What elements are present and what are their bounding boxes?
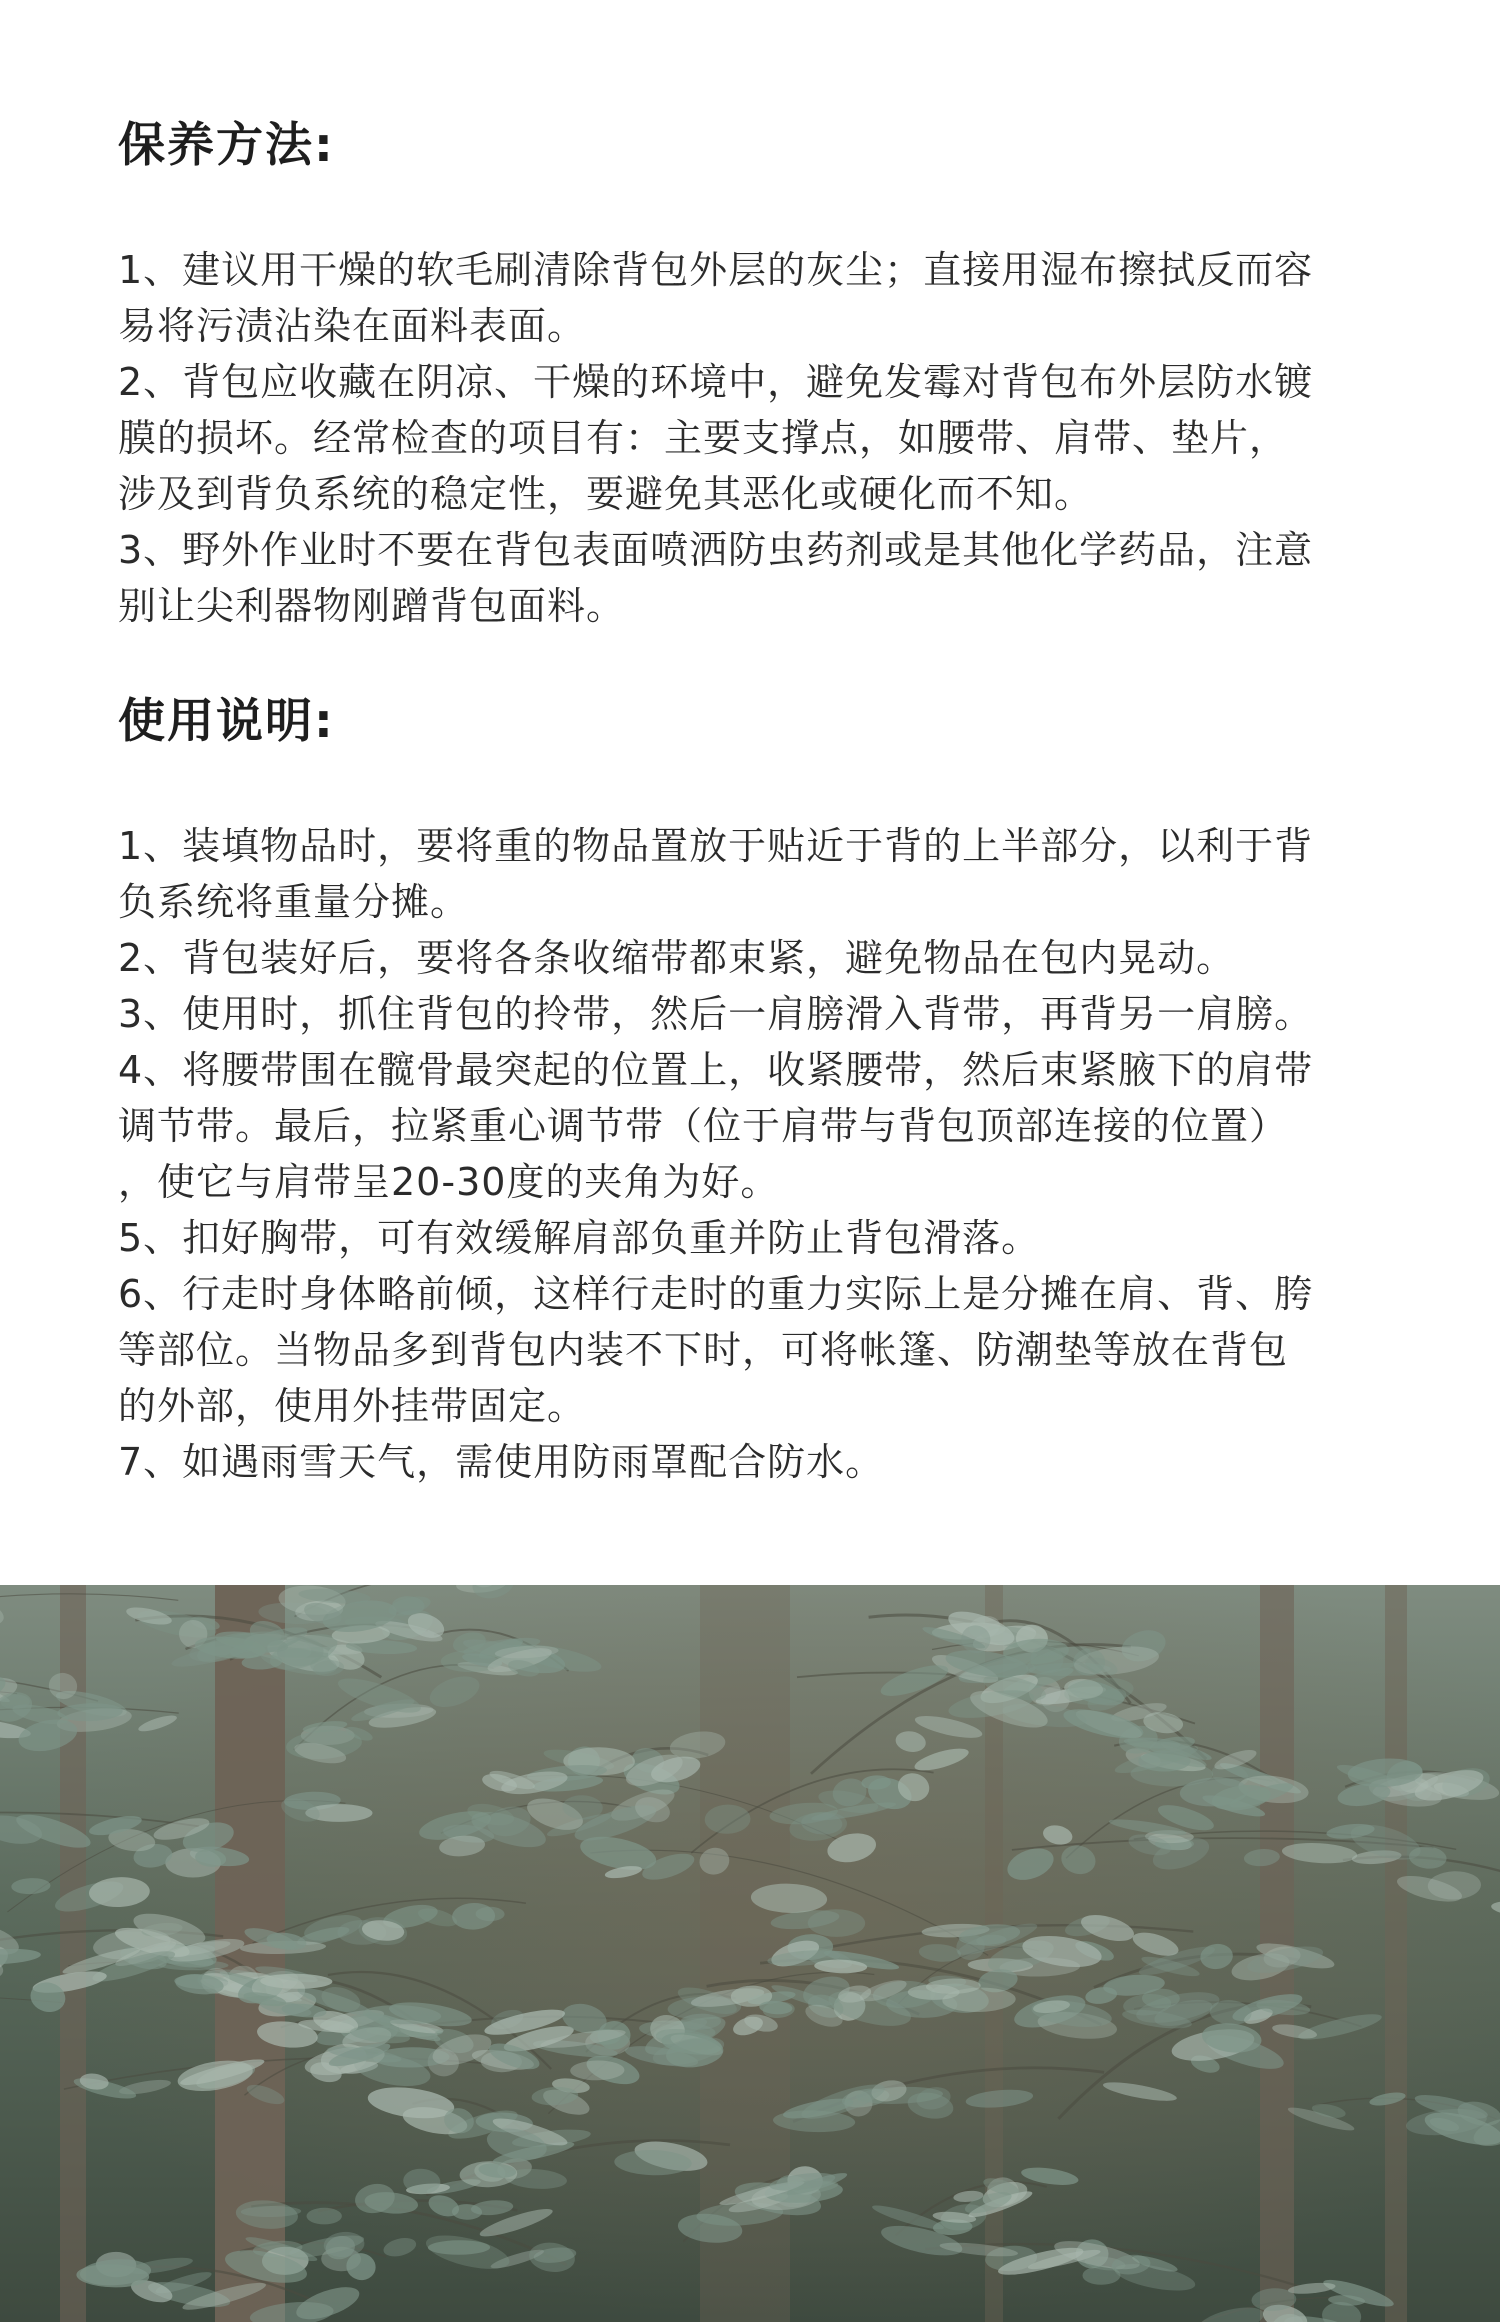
usage-line: 1、装填物品时，要将重的物品置放于贴近于背的上半部分，以利于背 — [118, 824, 1314, 868]
usage-line: 5、扣好胸带，可有效缓解肩部负重并防止背包滑落。 — [118, 1216, 1041, 1260]
usage-line: 7、如遇雨雪天气，需使用防雨罩配合防水。 — [118, 1440, 885, 1484]
usage-line: 2、背包装好后，要将各条收缩带都束紧，避免物品在包内晃动。 — [118, 936, 1236, 980]
maintenance-line: 膜的损坏。经常检查的项目有：主要支撑点，如腰带、肩带、垫片， — [118, 416, 1289, 460]
usage-title: 使用说明: — [118, 694, 335, 749]
maintenance-line: 2、背包应收藏在阴凉、干燥的环境中，避免发霉对背包布外层防水镀 — [118, 360, 1314, 404]
usage-line: ，使它与肩带呈20-30度的夹角为好。 — [118, 1160, 780, 1204]
tree-trunk — [1385, 1585, 1407, 2322]
maintenance-line: 1、建议用干燥的软毛刷清除背包外层的灰尘；直接用湿布擦拭反而容 — [118, 248, 1314, 292]
content-area — [118, 110, 1388, 1490]
maintenance-line: 别让尖利器物刚蹭背包面料。 — [118, 584, 626, 628]
usage-line: 负系统将重量分摊。 — [118, 880, 470, 924]
usage-line: 3、使用时，抓住背包的拎带，然后一肩膀滑入背带，再背另一肩膀。 — [118, 992, 1314, 1036]
maintenance-body — [118, 242, 1388, 634]
usage-body — [118, 818, 1388, 1490]
usage-line: 6、行走时身体略前倾，这样行走时的重力实际上是分摊在肩、背、胯 — [118, 1272, 1314, 1316]
usage-line: 等部位。当物品多到背包内装不下时，可将帐篷、防潮垫等放在背包 — [118, 1328, 1289, 1372]
maintenance-line: 易将污渍沾染在面料表面。 — [118, 304, 587, 348]
usage-line: 调节带。最后，拉紧重心调节带（位于肩带与背包顶部连接的位置） — [118, 1104, 1289, 1148]
usage-line: 4、将腰带围在髋骨最突起的位置上，收紧腰带，然后束紧腋下的肩带 — [118, 1048, 1314, 1092]
usage-line: 的外部，使用外挂带固定。 — [118, 1384, 587, 1428]
forest-illustration — [0, 1585, 1500, 2322]
maintenance-line: 涉及到背负系统的稳定性，要避免其恶化或硬化而不知。 — [118, 472, 1094, 516]
needle-cluster — [306, 2208, 341, 2225]
maintenance-title: 保养方法: — [118, 118, 335, 173]
maintenance-line: 3、野外作业时不要在背包表面喷洒防虫药剂或是其他化学药品，注意 — [118, 528, 1314, 572]
forest-photo — [0, 1585, 1500, 2322]
